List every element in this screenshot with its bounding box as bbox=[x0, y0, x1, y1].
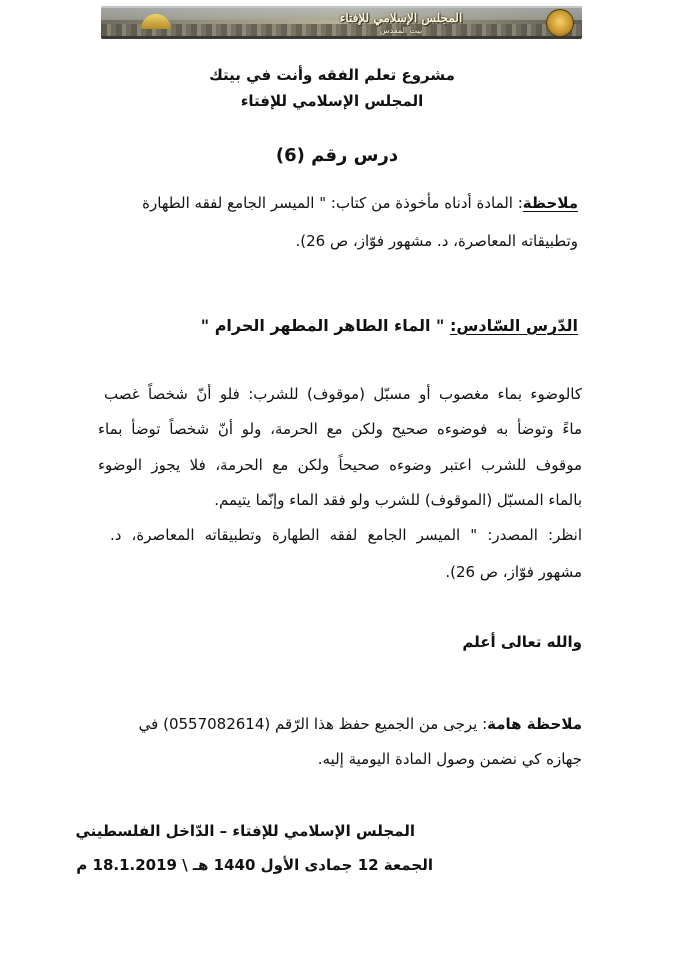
project-title: مشروع تعلم الفقه وأنت في بيتك bbox=[209, 66, 455, 84]
closing-phrase: والله تعالى أعلم bbox=[462, 633, 582, 651]
note-line-2 bbox=[98, 232, 578, 250]
important-note-line-2: جهازه كي نضمن وصول المادة اليومية إليه. bbox=[317, 750, 582, 768]
source-line-1: انظر: المصدر: " الميسر الجامع لفقه الطهارة وتطبيقاته المعاصرة، د. bbox=[110, 526, 582, 544]
banner-title: المجلس الإسلامي للإفتاء bbox=[339, 11, 463, 25]
lesson-title-text: " الماء الطاهر المطهر الحرام " bbox=[200, 316, 450, 335]
note-label: ملاحظة bbox=[522, 194, 578, 212]
council-name: المجلس الإسلامي للإفتاء bbox=[240, 92, 424, 110]
body-line-1: كالوضوء بماء مغصوب أو مسبّل (موقوف) للشرب: فلو أنّ شخصاً غصب bbox=[104, 385, 582, 403]
lesson-number: درس رقم (6) bbox=[275, 145, 399, 166]
banner-subtitle: بيت المقدس bbox=[379, 26, 423, 35]
footer-date: الجمعة 12 جمادى الأول 1440 هـ \ 18.1.2019 م bbox=[76, 856, 433, 874]
body-line-4: بالماء المسبّل (الموقوف) للشرب ولو فقد الماء وإنّما يتيمم. bbox=[214, 491, 582, 509]
lesson-title-label: الدّرس السّادس: bbox=[449, 316, 578, 335]
lesson-title bbox=[98, 316, 578, 335]
body-line-3: موقوف للشرب اعتبر وضوءه صحيحاً ولكن مع الحرمة، فلا يجوز الوضوء bbox=[98, 456, 582, 474]
footer-signature: المجلس الإسلامي للإفتاء – الدّاخل الفلسطيني bbox=[75, 822, 415, 840]
important-note-label: ملاحظة هامة bbox=[487, 715, 582, 733]
source-line-2: مشهور فوّاز، ص 26). bbox=[445, 563, 582, 581]
note-line-1 bbox=[98, 194, 578, 212]
header-banner bbox=[101, 6, 582, 39]
body-line-2: ماءً وتوضأ به فوضوءه صحيح ولكن مع الحرمة، ولو أنّ شخصاً توضأ بماء bbox=[98, 420, 582, 438]
note-text-1: : المادة أدناه مأخوذة من كتاب: " الميسر الجامع لفقه الطهارة bbox=[142, 194, 523, 212]
note-text-2: وتطبيقاته المعاصرة، د. مشهور فوّاز، ص 26). bbox=[295, 232, 578, 250]
important-note-text-1: : يرجى من الجميع حفظ هذا الرّقم (0557082614) في bbox=[138, 715, 488, 733]
important-note-line-1 bbox=[102, 715, 582, 733]
